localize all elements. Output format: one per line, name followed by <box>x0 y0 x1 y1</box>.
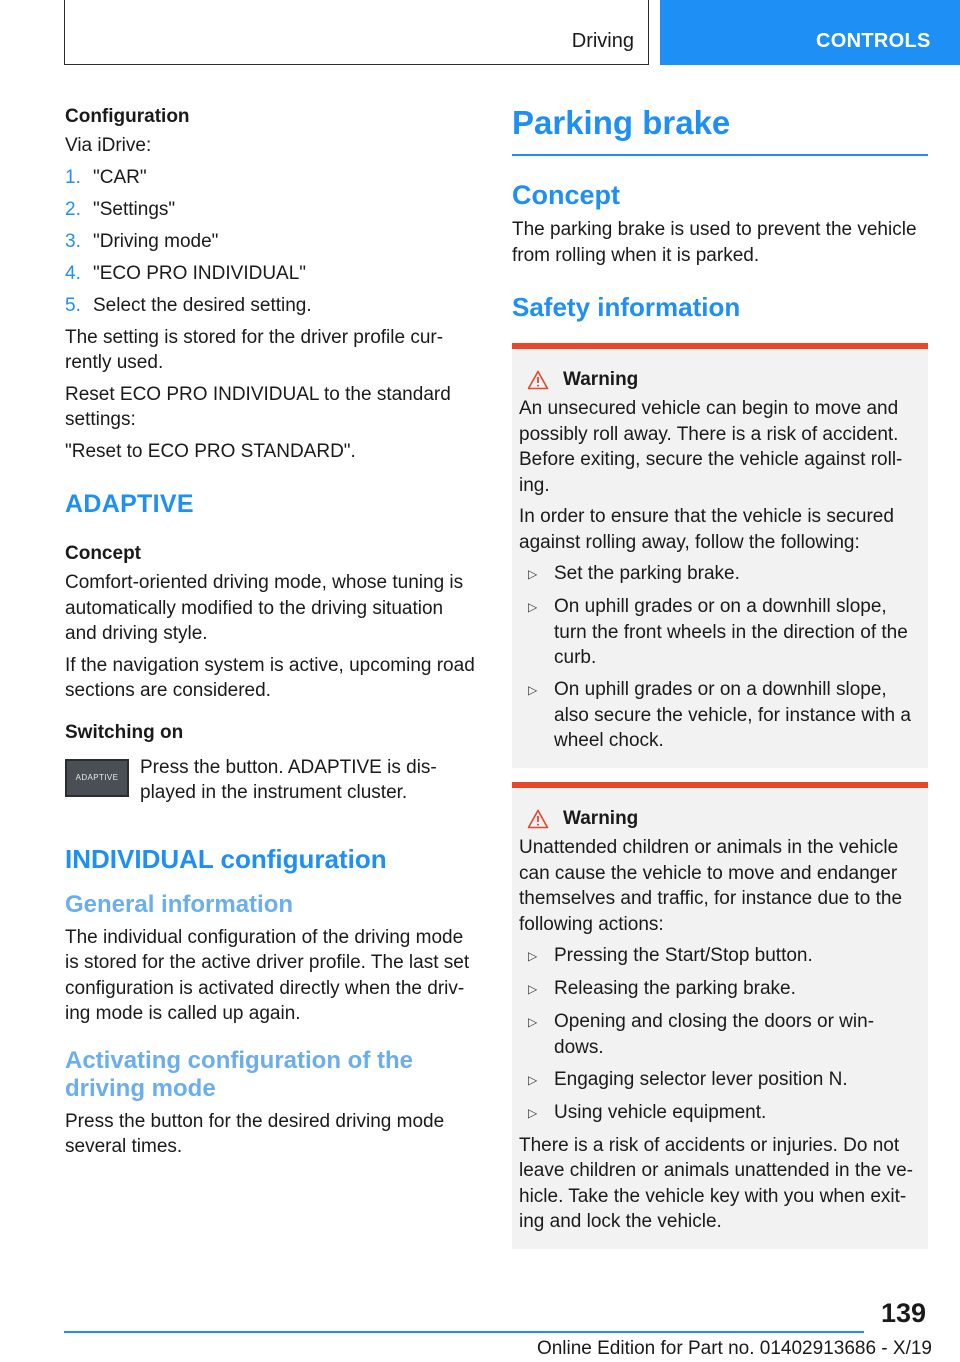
triangle-bullet-icon: ▷ <box>528 1105 538 1120</box>
adaptive-concept-heading: Concept <box>65 543 141 564</box>
list-item <box>519 594 921 671</box>
header-section-box <box>64 0 649 65</box>
activating-configuration-text: Press the button for the desired driving mode several times. <box>65 1110 445 1157</box>
list-item <box>519 943 921 970</box>
triangle-bullet-icon: ▷ <box>528 949 538 963</box>
warning-triangle-icon <box>527 370 549 390</box>
individual-configuration-heading: INDIVIDUAL configuration <box>65 843 387 874</box>
triangle-bullet-icon: ▷ <box>528 1072 538 1087</box>
list-item <box>65 229 477 255</box>
footer-edition-text: Online Edition for Part no. 01402913686 - X/19 <box>536 1338 932 1359</box>
adaptive-button-image <box>65 759 129 797</box>
switching-on-row <box>65 755 477 812</box>
step-number: 3. <box>65 230 81 252</box>
step-text: "Driving mode" <box>93 230 219 252</box>
list-item <box>65 197 477 223</box>
list-item-text: On uphill grades or on a downhill slope, turn the front wheels in the direction of the curb. <box>554 596 908 668</box>
header-chapter-label: CONTROLS <box>816 30 931 52</box>
list-item <box>519 561 921 588</box>
list-item-text: Set the parking brake. <box>554 563 740 584</box>
warning-text: Unattended children or animals in the vehicle can cause the vehicle to move and endanger themselves and traffic, for instance due to the following actions: <box>519 837 903 935</box>
list-item-text: Engaging selector lever position N. <box>554 1068 848 1090</box>
right-column <box>512 104 928 1263</box>
list-item-text: Releasing the parking brake. <box>554 978 796 999</box>
triangle-bullet-icon: ▷ <box>528 683 538 697</box>
configuration-heading: Configuration <box>65 106 190 127</box>
triangle-bullet-icon: ▷ <box>528 600 538 614</box>
warning-text: An unsecured vehicle can begin to move and possibly roll away. There is a risk of accident. Before exiting, secure the vehicle against roll-ing. <box>519 398 903 496</box>
safety-information-heading: Safety information <box>512 292 741 322</box>
page-number: 139 <box>880 1298 926 1328</box>
footer-divider <box>64 1331 864 1333</box>
warning-text: There is a risk of accidents or injuries. Do not leave children or animals unattended in the ve-hicle. Take the vehicle key with you when exit-ing and lock the vehicle. <box>519 1134 913 1232</box>
general-information-heading: General information <box>65 890 294 918</box>
list-item <box>519 1067 921 1094</box>
list-item-text: Using vehicle equipment. <box>554 1101 767 1123</box>
step-number: 5. <box>65 294 81 316</box>
adaptive-heading: ADAPTIVE <box>65 490 194 518</box>
step-number: 1. <box>65 166 81 188</box>
step-text: Select the desired setting. <box>93 294 312 316</box>
adaptive-button-label: ADAPTIVE <box>75 773 119 782</box>
parking-concept-heading: Concept <box>512 180 620 210</box>
adaptive-concept-text-2: If the navigation system is active, upcoming road sections are considered. <box>65 654 475 701</box>
step-number: 2. <box>65 198 81 220</box>
triangle-bullet-icon: ▷ <box>528 1015 538 1029</box>
triangle-bullet-icon: ▷ <box>528 982 538 996</box>
switching-on-heading: Switching on <box>65 721 184 743</box>
list-item <box>519 976 921 1003</box>
warning-list <box>519 943 921 1126</box>
list-item <box>519 677 921 754</box>
activating-configuration-heading: Activating configuration of the driving mode <box>65 1046 413 1102</box>
triangle-bullet-icon: ▷ <box>528 567 538 581</box>
warning-box-rolling <box>512 343 928 768</box>
step-text: "CAR" <box>93 166 147 188</box>
list-item <box>65 293 477 319</box>
header-section-title: Driving <box>571 30 634 52</box>
list-item <box>519 1009 921 1060</box>
switching-on-text: Press the button. ADAPTIVE is dis-played in the instrument cluster. <box>140 756 437 803</box>
list-item-text: Opening and closing the doors or win-dows. <box>554 1011 875 1058</box>
warning-triangle-icon <box>527 809 549 829</box>
via-idrive-text: Via iDrive: <box>65 135 152 156</box>
reset-value-text: "Reset to ECO PRO STANDARD". <box>65 440 356 462</box>
adaptive-concept-text-1: Comfort-oriented driving mode, whose tuning is automatically modified to the driving situation and driving style. <box>65 572 464 644</box>
warning-title: Warning <box>563 808 639 829</box>
step-text: "Settings" <box>93 198 176 220</box>
header-chapter-tab <box>660 0 960 65</box>
parking-brake-title: Parking brake <box>512 104 928 156</box>
warning-text: In order to ensure that the vehicle is secured against rolling away, follow the following: <box>519 506 894 553</box>
list-item <box>65 165 477 191</box>
warning-title-row <box>519 369 921 391</box>
parking-concept-text: The parking brake is used to prevent the vehicle from rolling when it is parked. <box>512 219 917 266</box>
warning-title: Warning <box>563 369 639 390</box>
list-item-text: Pressing the Start/Stop button. <box>554 945 813 966</box>
step-number: 4. <box>65 262 81 284</box>
step-text: "ECO PRO INDIVIDUAL" <box>93 262 307 284</box>
list-item <box>65 261 477 287</box>
warning-list <box>519 561 921 754</box>
warning-title-row <box>519 808 921 830</box>
list-item <box>519 1100 921 1127</box>
stored-text: The setting is stored for the driver profile cur-rently used. <box>65 326 444 373</box>
left-column <box>65 104 477 1166</box>
warning-box-unattended <box>512 782 928 1249</box>
reset-text: Reset ECO PRO INDIVIDUAL to the standard settings: <box>65 383 451 430</box>
general-information-text: The individual configuration of the driving mode is stored for the active driver profile. The last set configuration is activated directly when the driv-ing mode is called up again. <box>65 926 470 1024</box>
list-item-text: On uphill grades or on a downhill slope, also secure the vehicle, for instance with a wheel chock. <box>554 679 911 751</box>
idrive-steps-list <box>65 165 477 319</box>
